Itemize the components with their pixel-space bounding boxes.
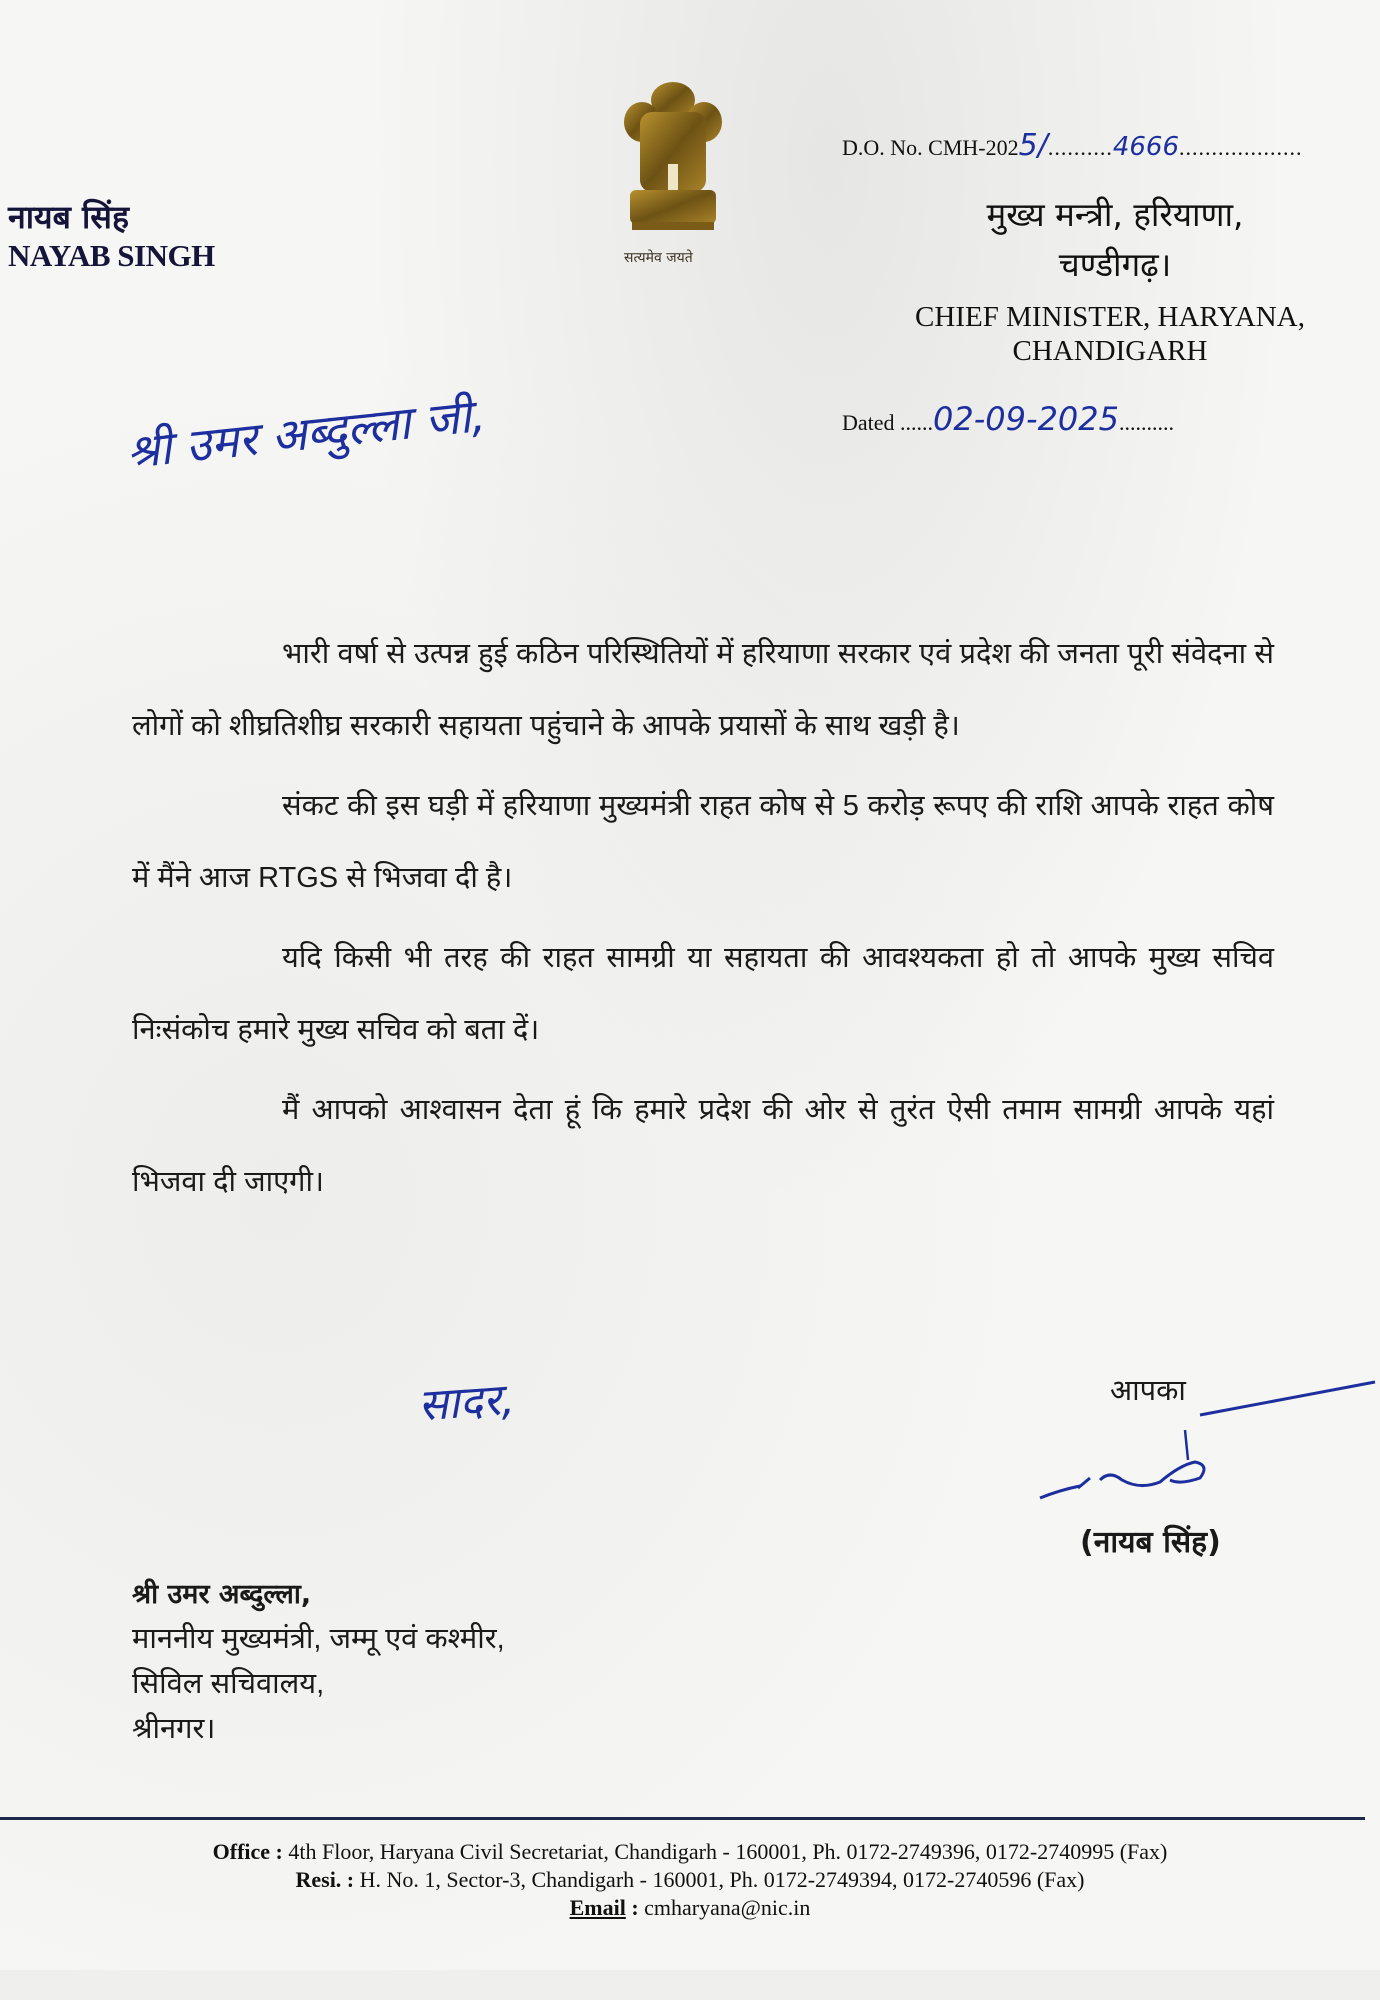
dotted-fill: ..........: [1119, 410, 1174, 435]
dotted-fill: ..........: [1047, 135, 1113, 160]
resi-label: Resi. :: [295, 1867, 355, 1892]
dotted-fill: ......: [894, 410, 934, 435]
footer-residence: [0, 1866, 1380, 1894]
addressee-line: माननीय मुख्यमंत्री, जम्मू एवं कश्मीर,: [132, 1623, 505, 1655]
do-label: D.O. No. CMH-202: [842, 135, 1019, 160]
cm-title-hindi-line1: मुख्य मन्त्री, हरियाणा,: [986, 195, 1244, 234]
letter-body: [132, 618, 1274, 1218]
body-paragraph: यदि किसी भी तरह की राहत सामग्री या सहायता की आवश्यकता हो तो आपके मुख्य सचिव निःसंकोच हमारे मुख्य सचिव को बता दें।: [132, 942, 1274, 1046]
sender-name-english: NAYAB SINGH: [8, 238, 215, 273]
resi-address: H. No. 1, Sector-3, Chandigarh - 160001, Ph. 0172-2749394, 0172-2740596 (Fax): [359, 1867, 1085, 1892]
cm-title-english: [870, 300, 1350, 368]
do-number: 4666: [1112, 132, 1179, 162]
footer-divider: [0, 1817, 1365, 1820]
footer-office: [0, 1838, 1380, 1866]
email-link[interactable]: cmharyana@nic.in: [644, 1895, 811, 1920]
dotted-fill: ...................: [1179, 135, 1303, 160]
dated-line: [842, 400, 1174, 438]
addressee-name: श्री उमर अब्दुल्ला,: [132, 1579, 312, 1610]
do-handwritten-year: 5/: [1018, 128, 1048, 163]
email-label: Email: [569, 1895, 626, 1920]
sender-name-hindi: नायब सिंह: [8, 198, 129, 236]
body-paragraph: संकट की इस घड़ी में हरियाणा मुख्यमंत्री राहत कोष से 5 करोड़ रूपए की राशि आपके राहत कोष में मैंने आज RTGS से भिजवा दी है।: [132, 790, 1274, 894]
signature-icon: [1030, 1370, 1380, 1520]
emblem-motto: सत्यमेव जयते: [624, 250, 693, 266]
addressee-line: सिविल सचिवालय,: [132, 1668, 325, 1700]
cm-title-english-line2: CHANDIGARH: [1012, 335, 1208, 367]
footer-contact: [0, 1838, 1380, 1922]
cm-title-hindi-line2: चण्डीगढ़।: [1058, 245, 1172, 284]
cm-title-english-line1: CHIEF MINISTER, HARYANA,: [915, 301, 1305, 333]
handwritten-regards: सादर,: [416, 1373, 517, 1432]
dated-value: 02-09-2025: [933, 400, 1119, 438]
dated-label: Dated: [842, 410, 895, 435]
body-paragraph: मैं आपको आश्वासन देता हूं कि हमारे प्रदेश की ओर से तुरंत ऐसी तमाम सामग्री आपके यहां भिजवा दी जाएगी।: [132, 1094, 1274, 1198]
state-emblem-icon: [618, 72, 728, 272]
office-label: Office :: [212, 1839, 283, 1864]
cm-title-hindi: [900, 190, 1330, 290]
footer-email: [0, 1894, 1380, 1922]
email-separator: :: [625, 1895, 645, 1920]
signer-name: (नायब सिंह): [1080, 1525, 1221, 1560]
body-paragraph: भारी वर्षा से उत्पन्न हुई कठिन परिस्थितियों में हरियाणा सरकार एवं प्रदेश की जनता पूरी संवेदना से लोगों को शीघ्रतिशीघ्र सरकारी सहायता पहुंचाने के आपके प्रयासों के साथ खड़ी है।: [132, 638, 1274, 742]
addressee-line: श्रीनगर।: [132, 1713, 216, 1745]
handwritten-salutation: श्री उमर अब्दुल्ला जी,: [124, 387, 488, 480]
yours-label: आपका: [1110, 1375, 1186, 1407]
do-number-line: [842, 128, 1303, 163]
page-bottom-edge: [0, 1970, 1380, 2000]
addressee-block: [132, 1572, 505, 1752]
office-address: 4th Floor, Haryana Civil Secretariat, Chandigarh - 160001, Ph. 0172-2749396, 0172-2740995 (Fax): [288, 1839, 1168, 1864]
